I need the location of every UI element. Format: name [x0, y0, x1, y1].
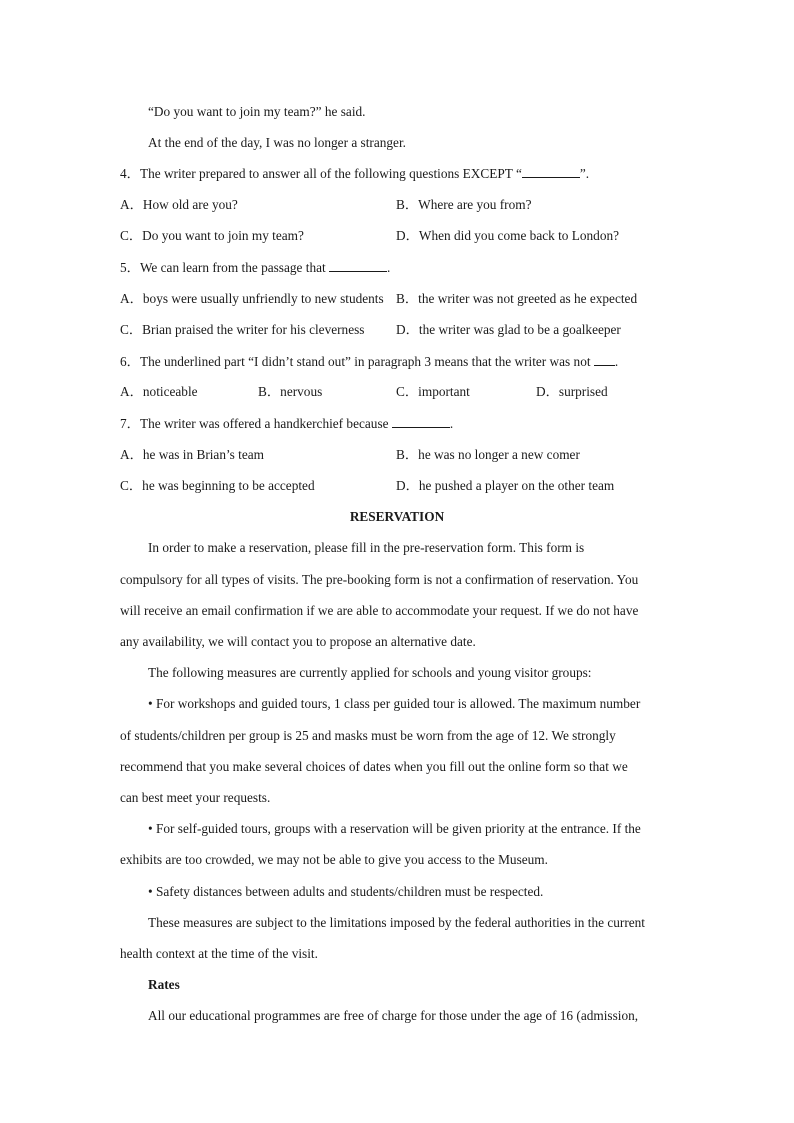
question-5-option-d: D．the writer was glad to be a goalkeeper	[396, 322, 621, 337]
question-4-option-b: B．Where are you from?	[396, 197, 532, 212]
question-4-option-a: A．How old are you?	[120, 197, 238, 212]
answer-blank	[594, 354, 615, 366]
question-7-option-d: D．he pushed a player on the other team	[396, 478, 615, 493]
bullet-line: • Safety distances between adults and students/children must be respected.	[148, 884, 544, 899]
question-5-stem: 5．We can learn from the passage that .	[120, 260, 391, 275]
paragraph-line: All our educational programmes are free of charge for those under the age of 16 (admission,	[148, 1008, 639, 1023]
question-6-option-a: A．noticeable	[120, 384, 198, 399]
question-7-option-a: A．he was in Brian’s team	[120, 447, 265, 462]
bullet-line: • For workshops and guided tours, 1 class per guided tour is allowed. The maximum number	[148, 696, 641, 711]
question-4-option-c: C．Do you want to join my team?	[120, 228, 304, 243]
rates-heading: Rates	[148, 977, 180, 992]
paragraph-line: health context at the time of the visit.	[120, 946, 318, 961]
paragraph-line: In order to make a reservation, please fill in the pre-reservation form. This form is	[148, 540, 585, 555]
paragraph-line: The following measures are currently applied for schools and young visitor groups:	[148, 665, 592, 680]
paragraph-line: compulsory for all types of visits. The pre-booking form is not a confirmation of reservation. You	[120, 572, 639, 587]
question-5-option-c: C．Brian praised the writer for his cleverness	[120, 322, 365, 337]
question-4-option-d: D．When did you come back to London?	[396, 228, 620, 243]
paragraph-line: will receive an email confirmation if we are able to accommodate your request. If we do not have	[120, 603, 639, 618]
question-5-option-a: A．boys were usually unfriendly to new students	[120, 291, 384, 306]
passage-line: At the end of the day, I was no longer a stranger.	[148, 135, 406, 150]
bullet-line: can best meet your requests.	[120, 790, 271, 805]
question-6-option-d: D．surprised	[536, 384, 608, 399]
bullet-line: recommend that you make several choices of dates when you fill out the online form so that we	[120, 759, 628, 774]
answer-blank	[522, 166, 580, 178]
paragraph-line: any availability, we will contact you to propose an alternative date.	[120, 634, 476, 649]
paragraph-line: These measures are subject to the limitations imposed by the federal authorities in the current	[148, 915, 645, 930]
question-7-stem: 7．The writer was offered a handkerchief because .	[120, 416, 454, 431]
passage-line: “Do you want to join my team?” he said.	[148, 104, 366, 119]
question-6-stem: 6．The underlined part “I didn’t stand out” in paragraph 3 means that the writer was not .	[120, 354, 619, 369]
question-7-option-b: B．he was no longer a new comer	[396, 447, 580, 462]
section-title: RESERVATION	[349, 509, 445, 524]
bullet-line: • For self-guided tours, groups with a reservation will be given priority at the entrance. If the	[148, 821, 641, 836]
question-4-stem: 4．The writer prepared to answer all of the following questions EXCEPT “ ”.	[120, 166, 590, 181]
answer-blank	[329, 260, 387, 272]
question-6-option-b: B．nervous	[258, 384, 323, 399]
question-7-option-c: C．he was beginning to be accepted	[120, 478, 315, 493]
question-5-option-b: B．the writer was not greeted as he expected	[396, 291, 638, 306]
question-6-option-c: C．important	[396, 384, 470, 399]
answer-blank	[392, 416, 450, 428]
bullet-line: exhibits are too crowded, we may not be able to give you access to the Museum.	[120, 852, 548, 867]
bullet-line: of students/children per group is 25 and masks must be worn from the age of 12. We strongly	[120, 728, 616, 743]
